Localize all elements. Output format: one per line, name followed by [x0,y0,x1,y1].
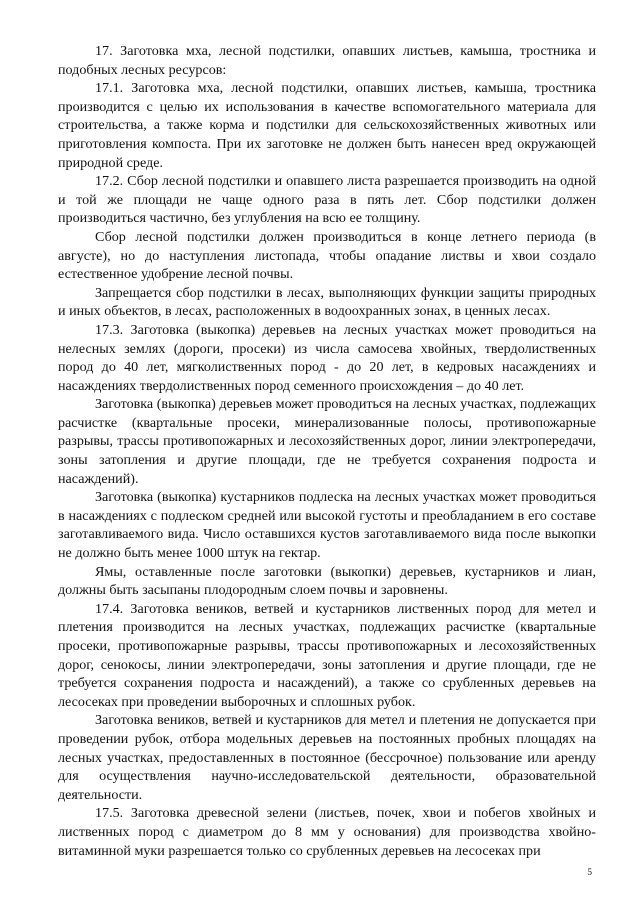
paragraph-17-4-restriction: Заготовка веников, ветвей и кустарников для метел и плетения не допускается при проведении рубок, отбора модельных деревьев на постоянных пробных площадях на лесных участках, предоставленных в постоянное (бессрочное) пользование или аренду для осуществления научно-исследовательской деятельности, образовательной деятельности. [58,712,596,803]
paragraph-17-5: 17.5. Заготовка древесной зелени (листьев, почек, хвои и побегов хвойных и лиственных пород с диаметром до 8 мм у основания) для производства хвойно-витаминной муки разрешается только со срубленных деревьев на лесосеках при [58,805,596,859]
paragraph-17-1: 17.1. Заготовка мха, лесной подстилки, опавших листьев, камыша, тростника производится с целью их использования в качестве вспомогательного материала для строительства, а также корма и подстилки для сельскохозяйственных животных или приготовления компоста. При их заготовке не должен быть нанесен вред окружающей природной среде. [58,80,596,171]
paragraph-17-3-pits: Ямы, оставленные после заготовки (выкопки) деревьев, кустарников и лиан, должны быть засыпаны плодородным слоем почвы и заровнены. [58,563,596,599]
paragraph-17-3: 17.3. Заготовка (выкопка) деревьев на лесных участках может проводиться на нелесных землях (дороги, просеки) из числа самосева хвойных, твердолиственных пород до 40 лет, мягколиственных пород - до 20 лет, в кедровых насаждениях и насаждениях твердолиственных пород семенного происхождения – до 40 лет. [58,321,596,394]
paragraph-17-2: 17.2. Сбор лесной подстилки и опавшего листа разрешается производить на одной и той же площади не чаще одного раза в пять лет. Сбор подстилки должен производиться частично, без углубления на всю ее толщину. [58,173,596,227]
paragraph-17-2-timing: Сбор лесной подстилки должен производиться в конце летнего периода (в августе), но до наступления листопада, чтобы опадание листвы и хвои создало естественное удобрение лесной почвы. [58,228,596,283]
paragraph-17-3-shrubs: Заготовка (выкопка) кустарников подлеска на лесных участках может проводиться в насаждениях с подлеском средней или высокой густоты и преобладанием в его составе заготавливаемого вида. Число оставшихся кустов заготавливаемого вида после выкопки не должно быть менее 1000 штук на гектар. [58,489,596,562]
paragraph-17-3-clearing: Заготовка (выкопка) деревьев может проводиться на лесных участках, подлежащих расчистке (квартальные просеки, минерализованные полосы, противопожарные разрывы, трассы противопожарных и лесохозяйственных дорог, линии электропередачи, зоны затопления и другие площади, где не требуется сохранения подроста и насаждений). [58,396,596,487]
paragraph-17-4: 17.4. Заготовка веников, ветвей и кустарников лиственных пород для метел и плетения производится на лесных участках, подлежащих расчистке (квартальные просеки, противопожарные разрывы, трассы противопожарных и лесохозяйственных дорог, сенокосы, линии электропередачи, зоны затопления и другие площади, где не требуется сохранения подроста и насаждений), а также со срубленных деревьев на лесосеках при проведении выборочных и сплошных рубок. [58,600,596,710]
page-number: 5 [587,867,592,877]
section-17-heading: 17. Заготовка мха, лесной подстилки, опавших листьев, камыша, тростника и подобных лесных ресурсов: [58,43,596,78]
paragraph-17-2-prohibition: Запрещается сбор подстилки в лесах, выполняющих функции защиты природных и иных объектов, в лесах, расположенных в водоохранных зонах, в ценных лесах. [58,284,596,320]
